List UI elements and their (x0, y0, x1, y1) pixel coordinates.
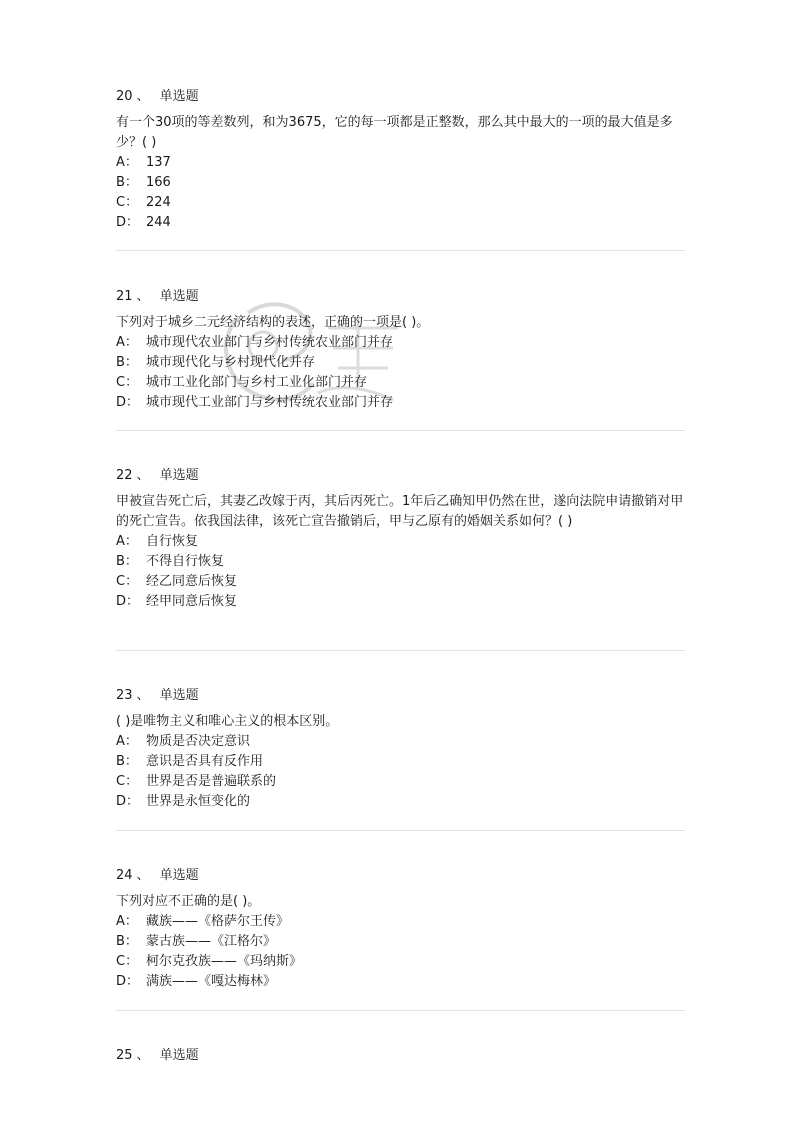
question-21 (116, 287, 686, 413)
option-text: 不得自行恢复 (146, 554, 225, 569)
option-a[interactable] (116, 532, 686, 552)
question-type: 单选题 (159, 868, 199, 883)
option-text: 城市工业化部门与乡村工业化部门并存 (146, 375, 368, 390)
option-d[interactable] (116, 393, 686, 413)
option-letter: B： (116, 175, 138, 190)
option-c[interactable] (116, 952, 686, 972)
question-separator: 、 (136, 1048, 150, 1063)
option-letter: D： (116, 395, 140, 410)
option-letter: A： (116, 155, 138, 170)
option-text: 城市现代工业部门与乡村传统农业部门并存 (146, 395, 394, 410)
option-d[interactable] (116, 213, 686, 233)
option-c[interactable] (116, 772, 686, 792)
option-letter: D： (116, 215, 140, 230)
option-text: 满族——《嘎达梅林》 (146, 974, 277, 989)
option-text: 城市现代农业部门与乡村传统农业部门并存 (146, 335, 394, 350)
question-type: 单选题 (159, 1048, 199, 1063)
question-24 (116, 866, 686, 992)
option-text: 137 (146, 155, 171, 170)
option-c[interactable] (116, 373, 686, 393)
option-a[interactable] (116, 732, 686, 752)
question-divider (116, 250, 685, 251)
option-b[interactable] (116, 552, 686, 572)
question-number: 24 (116, 868, 133, 883)
option-c[interactable] (116, 572, 686, 592)
option-text: 经乙同意后恢复 (146, 574, 238, 589)
question-header (116, 1046, 686, 1066)
option-text: 世界是否是普遍联系的 (146, 774, 277, 789)
question-stem: ( )是唯物主义和唯心主义的根本区别。 (116, 714, 339, 729)
question-separator: 、 (136, 89, 150, 104)
question-separator: 、 (136, 468, 150, 483)
option-letter: A： (116, 534, 138, 549)
question-number: 25 (116, 1048, 133, 1063)
option-letter: B： (116, 754, 138, 769)
option-b[interactable] (116, 932, 686, 952)
option-letter: B： (116, 934, 138, 949)
option-letter: C： (116, 574, 139, 589)
question-divider (116, 830, 685, 831)
option-letter: A： (116, 335, 138, 350)
question-stem: 有一个30项的等差数列，和为3675，它的每一项都是正整数，那么其中最大的一项的最大值是多少？( ) (116, 115, 673, 150)
option-letter: C： (116, 195, 139, 210)
question-header (116, 866, 686, 886)
question-type: 单选题 (159, 289, 199, 304)
option-letter: B： (116, 355, 138, 370)
option-letter: C： (116, 954, 139, 969)
question-stem: 下列对于城乡二元经济结构的表述，正确的一项是( )。 (116, 315, 430, 330)
option-b[interactable] (116, 173, 686, 193)
question-stem: 下列对应不正确的是( )。 (116, 894, 261, 909)
option-letter: B： (116, 554, 138, 569)
option-text: 世界是永恒变化的 (146, 794, 251, 809)
option-text: 藏族——《格萨尔王传》 (146, 914, 290, 929)
option-letter: A： (116, 734, 138, 749)
option-text: 166 (146, 175, 171, 190)
option-b[interactable] (116, 752, 686, 772)
question-25 (116, 1046, 686, 1066)
question-type: 单选题 (159, 688, 199, 703)
question-separator: 、 (136, 868, 150, 883)
option-letter: D： (116, 594, 140, 609)
option-a[interactable] (116, 333, 686, 353)
option-d[interactable] (116, 592, 686, 612)
option-a[interactable] (116, 153, 686, 173)
option-text: 244 (146, 215, 171, 230)
question-type: 单选题 (159, 89, 199, 104)
option-letter: D： (116, 974, 140, 989)
option-text: 自行恢复 (146, 534, 199, 549)
question-header (116, 287, 686, 307)
option-letter: D： (116, 794, 140, 809)
question-number: 22 (116, 468, 133, 483)
question-header (116, 87, 686, 107)
option-letter: C： (116, 375, 139, 390)
question-divider (116, 1010, 685, 1011)
question-separator: 、 (136, 289, 150, 304)
option-b[interactable] (116, 353, 686, 373)
option-text: 意识是否具有反作用 (146, 754, 264, 769)
question-divider (116, 430, 685, 431)
question-header (116, 466, 686, 486)
option-letter: A： (116, 914, 138, 929)
option-d[interactable] (116, 792, 686, 812)
option-text: 柯尔克孜族——《玛纳斯》 (146, 954, 303, 969)
option-d[interactable] (116, 972, 686, 992)
option-letter: C： (116, 774, 139, 789)
question-stem: 甲被宣告死亡后，其妻乙改嫁于丙，其后丙死亡。1年后乙确知甲仍然在世，遂向法院申请撤销对甲的死亡宣告。依我国法律，该死亡宣告撤销后，甲与乙原有的婚姻关系如何？( ) (116, 494, 684, 529)
option-text: 城市现代化与乡村现代化并存 (146, 355, 316, 370)
option-a[interactable] (116, 912, 686, 932)
question-separator: 、 (136, 688, 150, 703)
question-20 (116, 87, 686, 233)
question-divider (116, 650, 685, 651)
option-text: 蒙古族——《江格尔》 (146, 934, 277, 949)
question-number: 23 (116, 688, 133, 703)
question-type: 单选题 (159, 468, 199, 483)
question-22 (116, 466, 686, 612)
option-text: 224 (146, 195, 171, 210)
option-text: 经甲同意后恢复 (146, 594, 238, 609)
question-number: 21 (116, 289, 133, 304)
option-text: 物质是否决定意识 (146, 734, 251, 749)
option-c[interactable] (116, 193, 686, 213)
question-23 (116, 686, 686, 812)
question-header (116, 686, 686, 706)
question-number: 20 (116, 89, 133, 104)
